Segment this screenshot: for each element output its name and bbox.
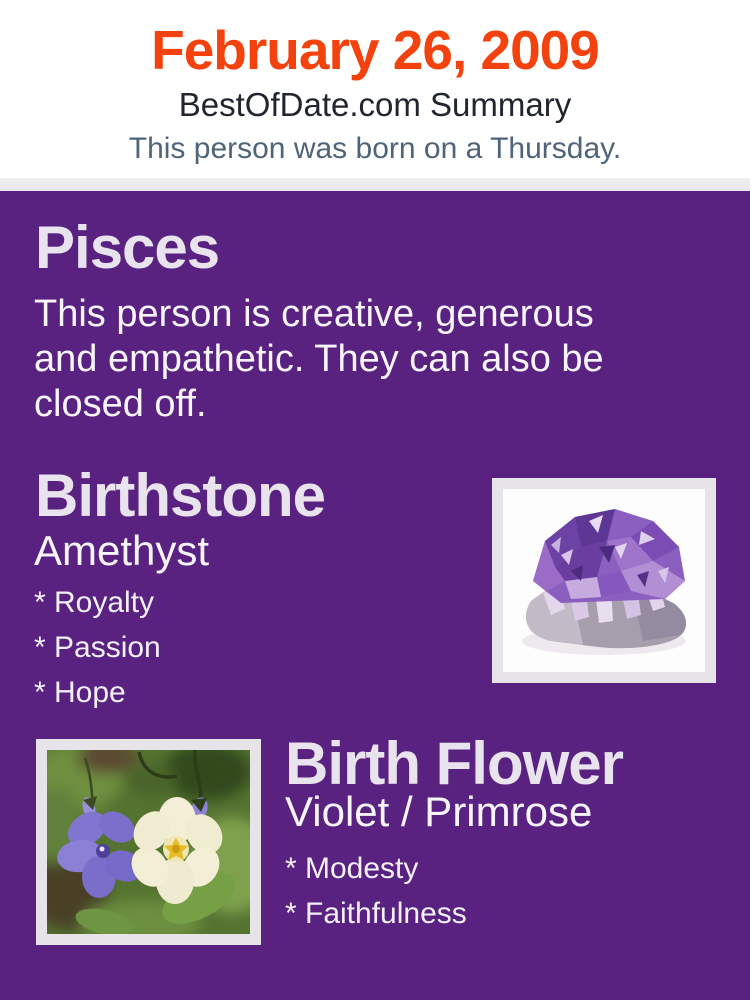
- header: [0, 0, 750, 178]
- trait-item: * Hope: [34, 676, 126, 709]
- violet-primrose-photo-frame: [36, 739, 261, 945]
- amethyst-photo: [503, 489, 705, 672]
- birth-flower-title: Birth Flower: [285, 730, 624, 797]
- trait-item: * Royalty: [34, 586, 155, 619]
- birthstone-name: Amethyst: [34, 527, 210, 574]
- date-heading: February 26, 2009: [151, 19, 599, 81]
- born-day-note: This person was born on a Thursday.: [128, 132, 622, 166]
- trait-item: * Faithfulness: [285, 897, 467, 930]
- birth-flower-trait-list: [285, 850, 467, 940]
- birthstone-trait-list: [34, 584, 161, 719]
- header-divider: [0, 178, 750, 191]
- trait-item: * Passion: [34, 631, 161, 664]
- site-summary-subtitle: BestOfDate.com Summary: [178, 85, 572, 123]
- birth-flower-name: Violet / Primrose: [285, 788, 593, 835]
- amethyst-photo-frame: [492, 478, 716, 683]
- zodiac-description: This person is creative, generous and empathetic. They can also be closed off.: [34, 293, 604, 425]
- zodiac-title: Pisces: [35, 214, 220, 281]
- trait-item: * Modesty: [285, 852, 419, 885]
- violet-primrose-photo: [47, 750, 250, 934]
- birthstone-title: Birthstone: [35, 462, 325, 529]
